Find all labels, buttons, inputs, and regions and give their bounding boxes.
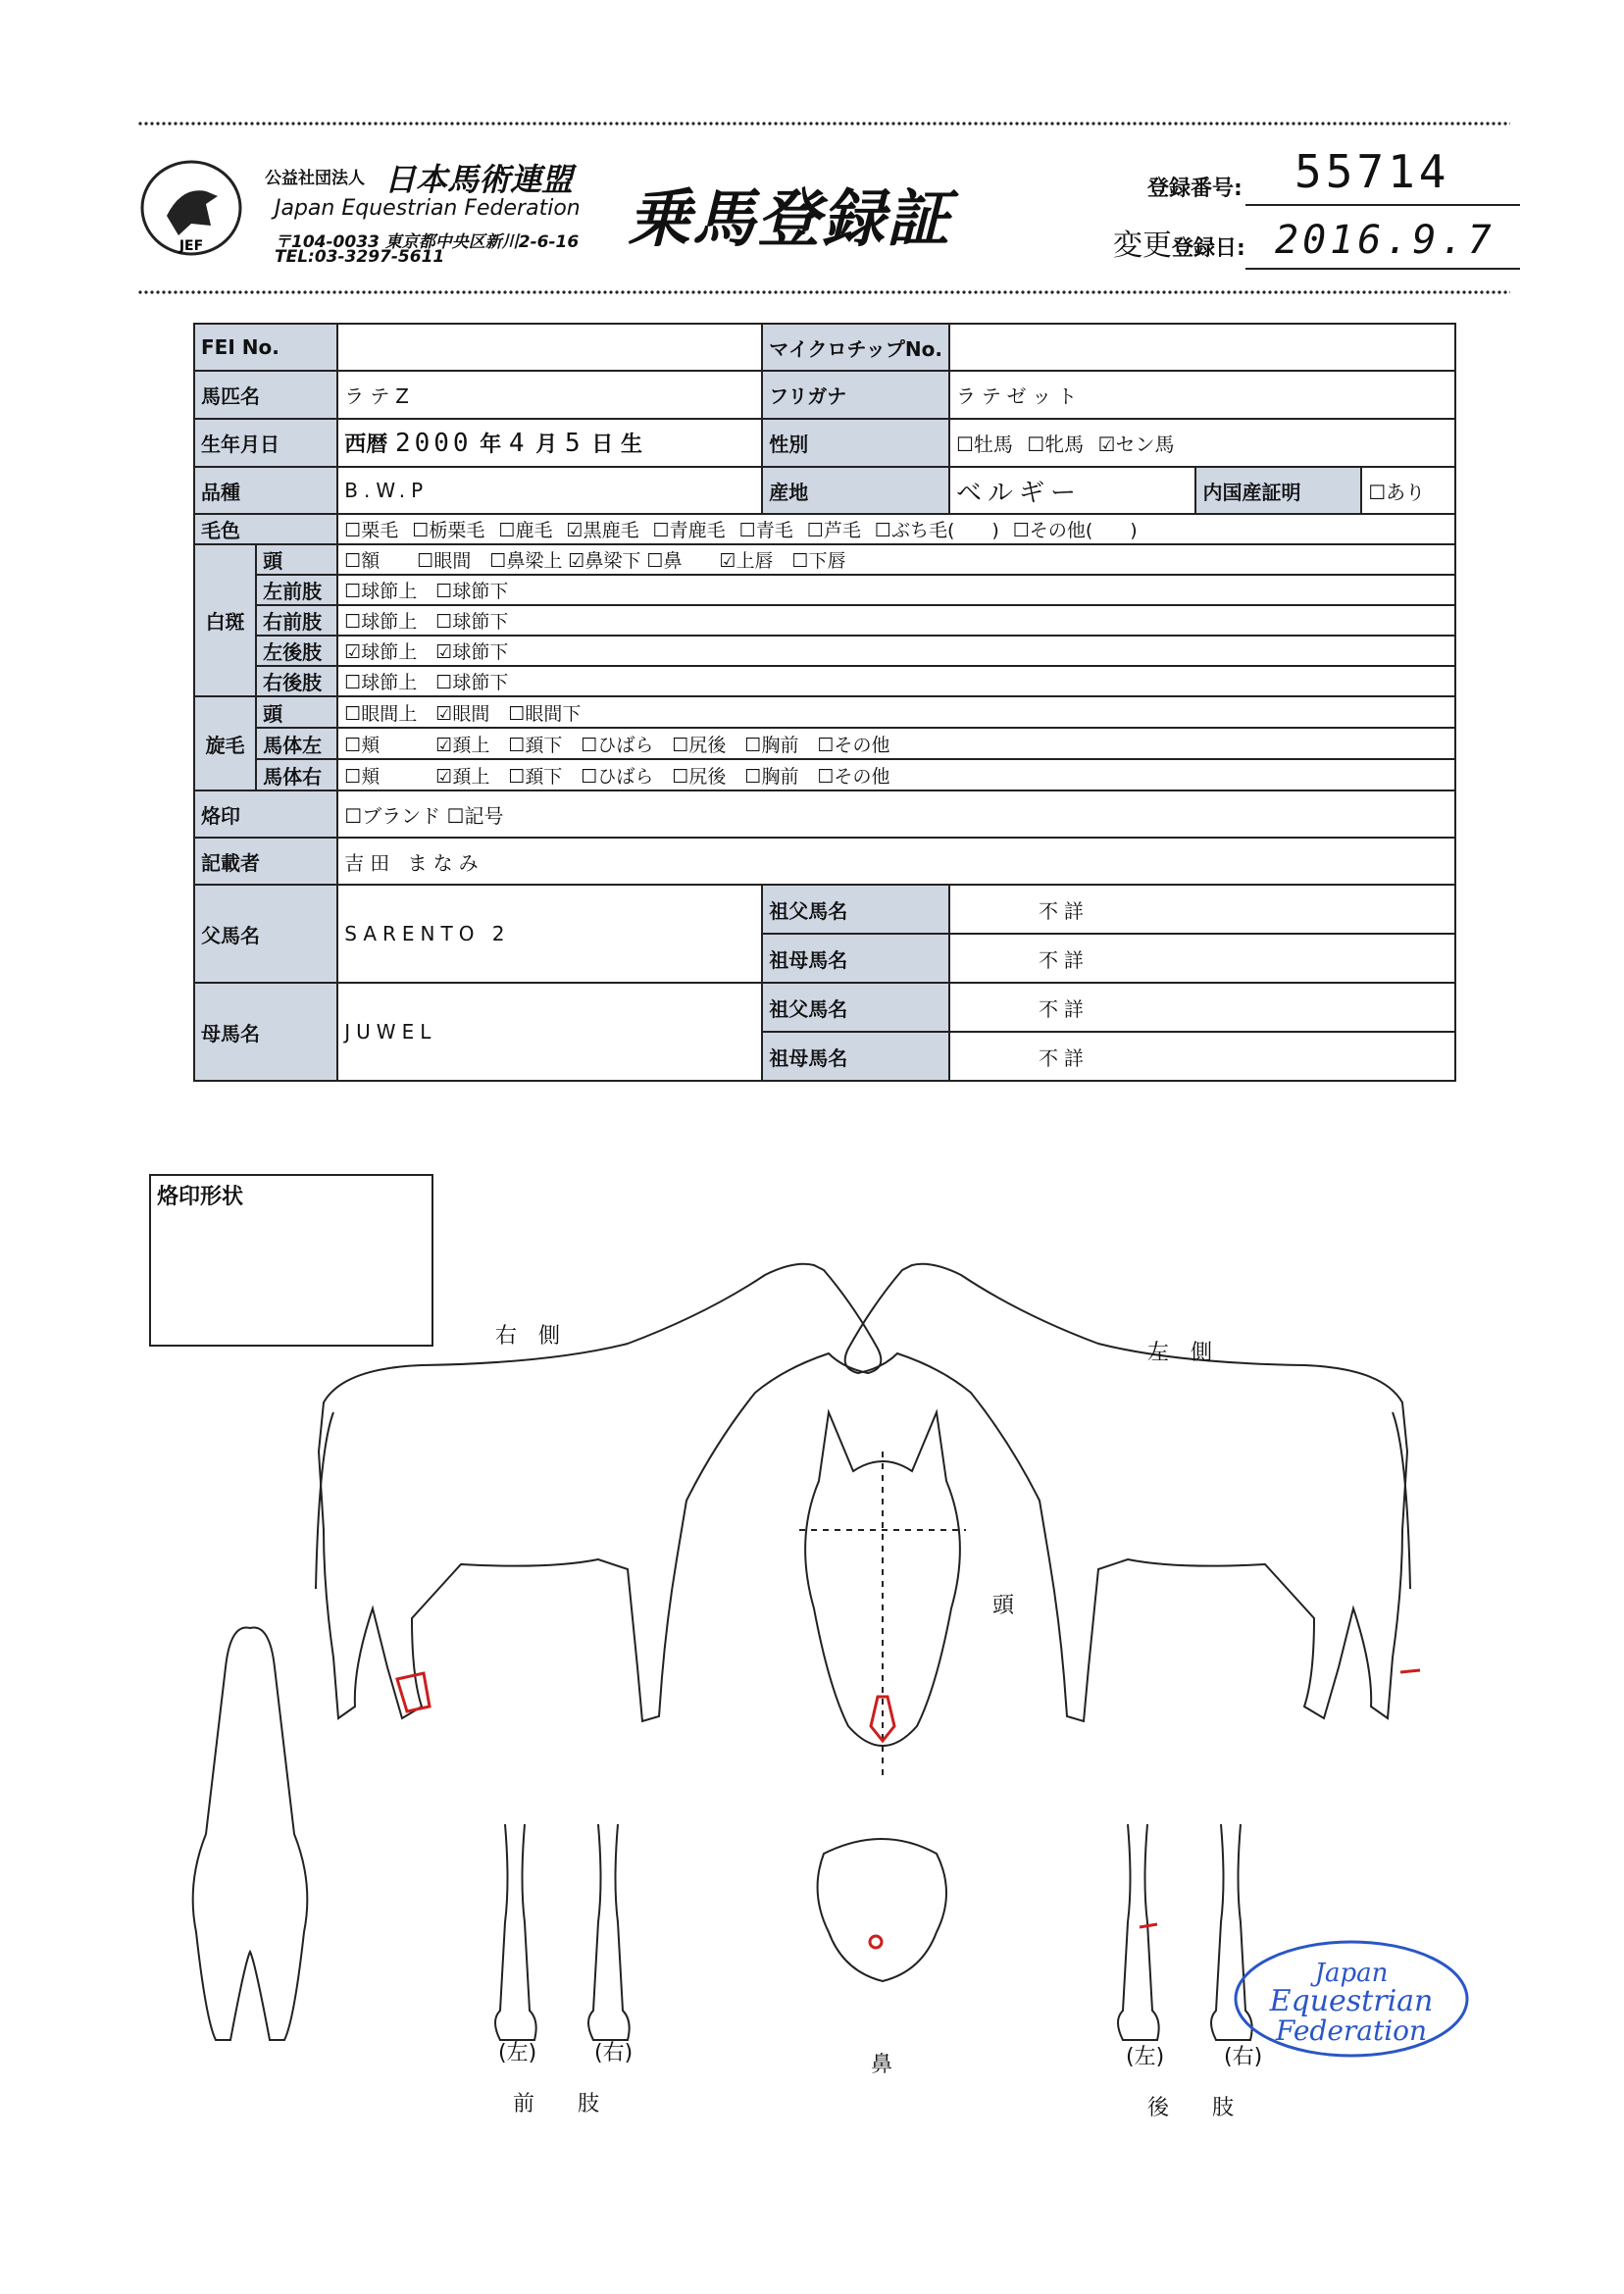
whorl-options[interactable]: ☐眼間上 ☑眼間 ☐眼間下 <box>337 696 1455 728</box>
whorl-label: 旋毛 <box>194 696 256 790</box>
fore-right-leg <box>588 1824 630 2040</box>
whorl-part: 馬体右 <box>256 759 337 790</box>
org-en: Japan Equestrian Federation <box>275 196 581 221</box>
origin-value: ベルギー <box>949 467 1196 514</box>
gdam-label: 祖母馬名 <box>762 1032 949 1081</box>
fore-left-label: (左) <box>498 2041 537 2065</box>
right-side-label: 右 側 <box>495 1324 561 1349</box>
hind-right-leg <box>1211 1824 1252 2040</box>
org-tel: TEL:03-3297-5611 <box>275 247 445 267</box>
recorder-label: 記載者 <box>194 838 337 885</box>
brand-label: 烙印 <box>194 790 337 838</box>
coat-option[interactable]: ☐その他( ) <box>1012 520 1138 541</box>
birth-year: 2000 <box>394 429 473 458</box>
document-title: 乗馬登録証 <box>628 182 951 256</box>
white-part: 左前肢 <box>256 575 337 605</box>
birth-suffix: 生 <box>620 433 642 457</box>
coat-option[interactable]: ☐芦毛 <box>806 520 861 541</box>
kana-label: フリガナ <box>762 371 949 419</box>
hind-left-label: (左) <box>1126 2045 1165 2069</box>
coat-option[interactable]: ☑黒鹿毛 <box>566 520 639 541</box>
name-value: ラテZ <box>337 371 762 419</box>
gsire-label: 祖父馬名 <box>762 983 949 1032</box>
coat-option[interactable]: ☐ぶち毛( ) <box>874 520 999 541</box>
white-part: 左後肢 <box>256 636 337 666</box>
domestic-option[interactable]: ☐あり <box>1361 467 1455 514</box>
stamp-line3: Federation <box>1275 2014 1428 2047</box>
kana-value: ラテゼット <box>949 371 1455 419</box>
recorder-value: 吉田 まなみ <box>337 838 1455 885</box>
gdam-value: 不詳 <box>949 934 1455 983</box>
white-options[interactable]: ☐球節上 ☐球節下 <box>337 575 1455 605</box>
coat-option[interactable]: ☐栃栗毛 <box>412 520 485 541</box>
left-side-horse-outline <box>845 1264 1407 1721</box>
change-mark: 変更 <box>1113 229 1172 263</box>
sire-value: SARENTO 2 <box>337 885 762 983</box>
marking-left-hind <box>397 1673 430 1711</box>
coat-option[interactable]: ☐鹿毛 <box>498 520 553 541</box>
whorl-part: 馬体左 <box>256 728 337 759</box>
fei-label: FEI No. <box>194 324 337 371</box>
nose-outline <box>818 1839 946 1981</box>
name-label: 馬匹名 <box>194 371 337 419</box>
org-jp: 公益社団法人 <box>265 169 365 188</box>
sire-label: 父馬名 <box>194 885 337 983</box>
stamp-line2: Equestrian <box>1269 1984 1434 2018</box>
white-label: 白斑 <box>194 544 256 696</box>
year-unit: 年 <box>480 433 502 457</box>
birth-day: 5 <box>564 429 584 458</box>
white-options[interactable]: ☐球節上 ☐球節下 <box>337 605 1455 636</box>
month-unit: 月 <box>535 433 558 457</box>
birth-label: 生年月日 <box>194 419 337 467</box>
org-address: 〒104-0033 東京都中央区新川2-6-16 <box>275 232 580 252</box>
breed-value: B.W.P <box>337 467 762 514</box>
dam-label: 母馬名 <box>194 983 337 1081</box>
whorl-options[interactable]: ☐頬 ☑頚上 ☐頚下 ☐ひばら ☐尻後 ☐胸前 ☐その他 <box>337 759 1455 790</box>
white-options[interactable]: ☐額 ☐眼間 ☐鼻梁上 ☑鼻梁下 ☐鼻 ☑上唇 ☐下唇 <box>337 544 1455 575</box>
birth-era: 西暦 <box>344 433 388 457</box>
hind-right-label: (右) <box>1224 2045 1263 2069</box>
right-side-horse-outline <box>319 1264 881 1721</box>
whorl-options[interactable]: ☐頬 ☑頚上 ☐頚下 ☐ひばら ☐尻後 ☐胸前 ☐その他 <box>337 728 1455 759</box>
coat-label: 毛色 <box>194 514 337 544</box>
gdam-label: 祖母馬名 <box>762 934 949 983</box>
coat-option[interactable]: ☐栗毛 <box>344 520 399 541</box>
gsire-value: 不詳 <box>949 983 1455 1032</box>
left-side-label: 左 側 <box>1147 1341 1213 1365</box>
coat-option[interactable]: ☐青鹿毛 <box>652 520 726 541</box>
sex-option[interactable]: ☐牡馬 <box>955 433 1013 456</box>
sex-option[interactable]: ☑セン馬 <box>1097 433 1175 456</box>
sex-label: 性別 <box>762 419 949 467</box>
hind-left-leg <box>1118 1824 1159 2040</box>
hind-legs-label: 後 肢 <box>1147 2096 1235 2120</box>
body-top-outline <box>193 1628 308 2041</box>
gdam-value: 不詳 <box>949 1032 1455 1081</box>
whorl-part: 頭 <box>256 696 337 728</box>
fore-legs-label: 前 肢 <box>513 2092 600 2116</box>
day-unit: 日 <box>591 433 614 457</box>
dam-value: JUWEL <box>337 983 762 1081</box>
reg-date-value: 2016.9.7 <box>1275 218 1496 263</box>
birth-month: 4 <box>508 429 529 458</box>
marking-nose <box>870 1936 882 1948</box>
marking-right-hind <box>1400 1670 1420 1672</box>
nose-label: 鼻 <box>871 2053 893 2077</box>
reg-date-label: 登録日: <box>1172 236 1245 261</box>
white-options[interactable]: ☐球節上 ☐球節下 <box>337 666 1455 696</box>
white-part: 右前肢 <box>256 605 337 636</box>
domestic-label: 内国産証明 <box>1195 467 1361 514</box>
chip-label: マイクロチップNo. <box>762 324 949 371</box>
marking-leg <box>1140 1924 1157 1927</box>
fore-left-leg <box>495 1824 536 2040</box>
reg-no-label: 登録番号: <box>1147 177 1243 201</box>
sex-option[interactable]: ☐牝馬 <box>1027 433 1085 456</box>
origin-label: 産地 <box>762 467 949 514</box>
head-label: 頭 <box>992 1594 1015 1618</box>
federation-stamp <box>1236 1942 1467 2056</box>
logo-text: JEF <box>178 238 204 254</box>
gsire-label: 祖父馬名 <box>762 885 949 934</box>
brand-options[interactable]: ☐ブランド ☐記号 <box>337 790 1455 838</box>
fore-right-label: (右) <box>594 2041 634 2065</box>
stamp-line1: Japan <box>1314 1959 1389 1988</box>
white-part: 右後肢 <box>256 666 337 696</box>
coat-option[interactable]: ☐青毛 <box>738 520 793 541</box>
white-part: 頭 <box>256 544 337 575</box>
reg-no-value: 55714 <box>1294 145 1450 198</box>
gsire-value: 不詳 <box>949 885 1455 934</box>
org-name: 日本馬術連盟 <box>384 161 574 198</box>
brand-shape-label: 烙印形状 <box>157 1185 244 1209</box>
breed-label: 品種 <box>194 467 337 514</box>
white-options[interactable]: ☑球節上 ☑球節下 <box>337 636 1455 666</box>
